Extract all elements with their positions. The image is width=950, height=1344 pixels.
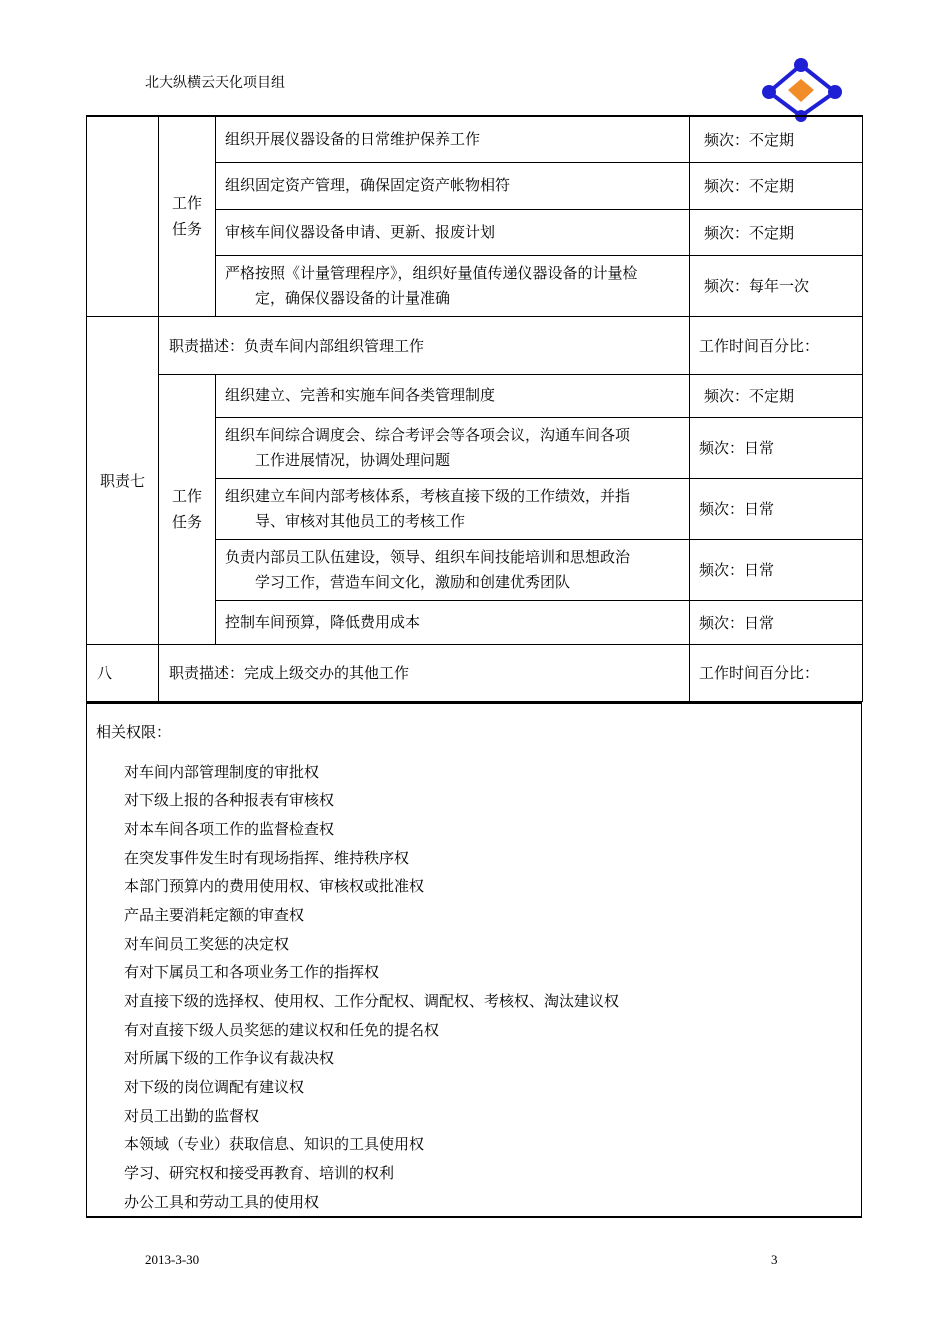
section7-task-3-line2: 学习工作，营造车间文化，激励和创建优秀团队 — [255, 572, 571, 591]
section8-desc: 职责描述：完成上级交办的其他工作 — [159, 644, 690, 701]
rights-item: 对所属下级的工作争议有裁决权 — [124, 1049, 335, 1068]
section7-freq-1: 频次：日常 — [690, 417, 863, 478]
rights-item: 对本车间各项工作的监督检查权 — [124, 819, 335, 838]
section7-pct: 工作时间百分比： — [690, 316, 863, 374]
rights-item: 有对直接下级人员奖惩的建议权和任免的提名权 — [124, 1020, 440, 1039]
rights-item: 对下级上报的各种报表有审核权 — [124, 791, 335, 810]
section7-freq-3: 频次：日常 — [690, 539, 863, 600]
section7-task-1-line2: 工作进展情况，协调处理问题 — [255, 450, 451, 469]
section7-label: 职责七 — [87, 316, 159, 644]
company-logo-icon — [757, 54, 847, 124]
prev-task-1: 组织固定资产管理，确保固定资产帐物相符 — [216, 162, 690, 209]
section7-task-4: 控制车间预算，降低费用成本 — [216, 600, 690, 644]
rights-item: 学习、研究权和接受再教育、培训的权利 — [124, 1164, 395, 1183]
footer-page-number: 3 — [771, 1252, 778, 1267]
duty-table — [86, 115, 863, 702]
section7-task-label-text: 工作 任务 — [171, 487, 202, 531]
prev-task-2: 审核车间仪器设备申请、更新、报废计划 — [216, 209, 690, 255]
prev-freq-2: 频次：不定期 — [690, 209, 863, 255]
rights-item: 有对下属员工和各项业务工作的指挥权 — [124, 963, 380, 982]
section7-desc: 职责描述：负责车间内部组织管理工作 — [159, 316, 690, 374]
rights-item: 对车间内部管理制度的审批权 — [124, 762, 320, 781]
section7-task-label — [159, 374, 216, 644]
section7-task-3-line1: 负责内部员工队伍建设，领导、组织车间技能培训和思想政治 — [225, 547, 631, 566]
section7-task-0: 组织建立、完善和实施车间各类管理制度 — [216, 374, 690, 417]
prev-section-label-cell — [87, 116, 159, 316]
section7-task-1-line1: 组织车间综合调度会、综合考评会等各项会议，沟通车间各项 — [225, 425, 631, 444]
section7-task-3 — [216, 539, 690, 600]
rights-section — [86, 702, 862, 1218]
duty-table-frame — [86, 115, 862, 1215]
rights-item: 本部门预算内的费用使用权、审核权或批准权 — [124, 877, 425, 896]
prev-freq-3: 频次：每年一次 — [690, 255, 863, 316]
footer-date: 2013-3-30 — [145, 1252, 200, 1267]
prev-task-0: 组织开展仪器设备的日常维护保养工作 — [216, 116, 690, 162]
rights-item: 对车间员工奖惩的决定权 — [124, 934, 290, 953]
rights-list — [124, 758, 619, 1217]
section7-task-2-line1: 组织建立车间内部考核体系，考核直接下级的工作绩效，并指 — [225, 486, 631, 505]
prev-task-3 — [216, 255, 690, 316]
section7-freq-4: 频次：日常 — [690, 600, 863, 644]
prev-task-3-line2: 定，确保仪器设备的计量准确 — [255, 288, 451, 307]
prev-freq-0: 频次：不定期 — [690, 116, 863, 162]
section7-freq-2: 频次：日常 — [690, 478, 863, 539]
section7-task-2 — [216, 478, 690, 539]
section8-label: 八 — [87, 644, 159, 701]
prev-task-label — [159, 116, 216, 316]
prev-task-label-text: 工作 任务 — [171, 194, 202, 239]
prev-freq-1: 频次：不定期 — [690, 162, 863, 209]
section7-task-1 — [216, 417, 690, 478]
section7-task-2-line2: 导、审核对其他员工的考核工作 — [255, 511, 466, 530]
rights-item: 产品主要消耗定额的审查权 — [124, 905, 305, 924]
rights-item: 本领域（专业）获取信息、知识的工具使用权 — [124, 1135, 425, 1154]
rights-item: 办公工具和劳动工具的使用权 — [124, 1192, 320, 1211]
rights-item: 对员工出勤的监督权 — [124, 1106, 260, 1125]
header-org: 北大纵横云天化项目组 — [145, 75, 285, 91]
prev-task-3-line1: 严格按照《计量管理程序》，组织好量值传递仪器设备的计量检 — [225, 263, 638, 282]
section8-pct: 工作时间百分比： — [690, 644, 863, 701]
rights-item: 对下级的岗位调配有建议权 — [124, 1078, 305, 1097]
rights-title: 相关权限： — [96, 722, 172, 741]
rights-item: 在突发事件发生时有现场指挥、维持秩序权 — [124, 848, 410, 867]
rights-item: 对直接下级的选择权、使用权、工作分配权、调配权、考核权、淘汰建议权 — [124, 992, 620, 1010]
section7-freq-0: 频次：不定期 — [690, 374, 863, 417]
